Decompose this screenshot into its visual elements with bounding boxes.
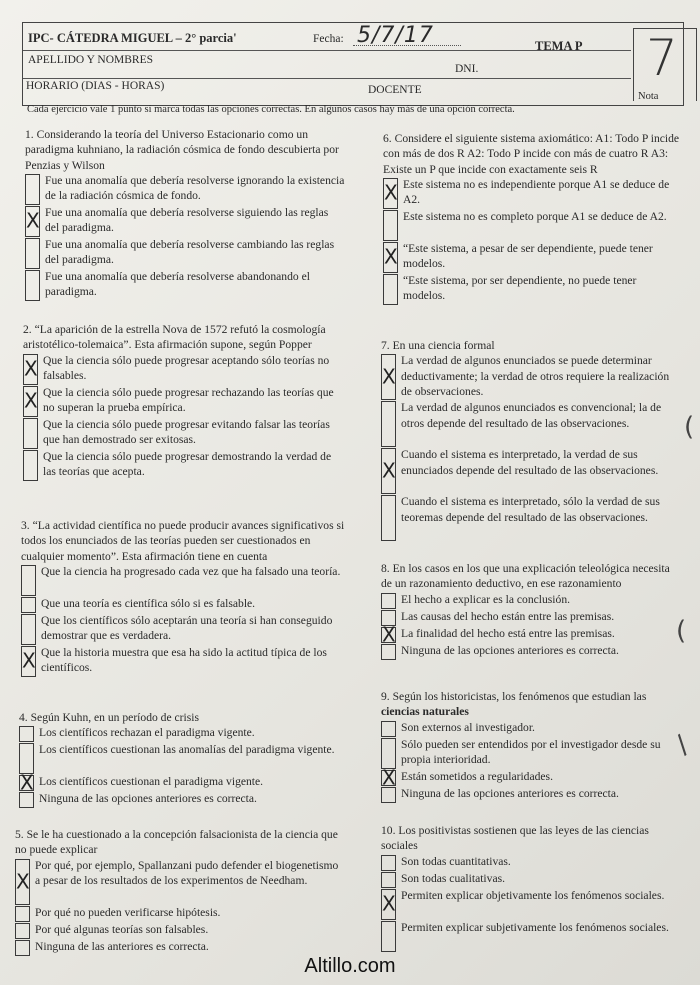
- answer-checkbox[interactable]: [25, 238, 40, 269]
- answer-checkbox[interactable]: [383, 178, 398, 209]
- option-text: Que la historia muestra que esa ha sido la actitud típica de los científicos.: [41, 645, 327, 675]
- check-mark: X: [24, 388, 38, 413]
- answer-checkbox[interactable]: [19, 792, 34, 808]
- option-text: Este sistema no es independiente porque A1 se deduce de A2.: [403, 177, 670, 207]
- check-mark: X: [382, 622, 396, 647]
- option: [381, 643, 681, 660]
- option-text: Ninguna de las opciones anteriores es correcta.: [401, 786, 619, 800]
- answer-checkbox[interactable]: [381, 921, 396, 952]
- option-text: Permiten explicar objetivamente los fenómenos sociales.: [401, 888, 665, 902]
- question-stem: 8. En los casos en los que una explicación teleológica necesita de un razonamiento deductivo, en ese razonamiento: [381, 562, 670, 591]
- course-title: IPC- CÁTEDRA MIGUEL – 2° parcia': [28, 31, 237, 45]
- option-text: La verdad de algunos enunciados es convencional; la de otros depende del resultado de las observaciones.: [401, 401, 662, 430]
- answer-checkbox[interactable]: [381, 401, 396, 447]
- check-mark: X: [384, 180, 398, 205]
- question-stem: 3. “La actividad científica no puede producir avances significativos si todos los enunciados de las teorías pueden ser cuestionados en cualquier momento”. Esta afirmación tiene en cuenta: [21, 519, 345, 563]
- question-10: [381, 823, 683, 952]
- answer-checkbox[interactable]: [15, 859, 30, 905]
- option-text: Son todas cualitativas.: [401, 871, 506, 885]
- option-text: Este sistema no es completo porque A1 se deduce de A2.: [403, 209, 667, 223]
- option-text: Los científicos rechazan el paradigma vigente.: [39, 726, 255, 740]
- question-1: [25, 127, 345, 301]
- option: [381, 871, 683, 888]
- option-text: Están sometidos a regularidades.: [401, 769, 553, 783]
- margin-pen-mark: /: [670, 730, 695, 760]
- answer-checkbox[interactable]: [21, 565, 36, 596]
- question-7: [381, 338, 681, 541]
- option: [381, 622, 681, 647]
- check-mark: X: [20, 770, 34, 795]
- option-text: Cuando el sistema es interpretado, la verdad de sus enunciados depende del resultado de las observaciones.: [401, 448, 659, 477]
- check-mark: X: [24, 356, 38, 381]
- option: [21, 645, 346, 677]
- option: [383, 273, 681, 305]
- question-4: [19, 710, 344, 808]
- answer-checkbox[interactable]: [25, 206, 40, 237]
- watermark: Altillo.com: [304, 955, 396, 977]
- question-5: [15, 827, 345, 956]
- option-text: El hecho a explicar es la conclusión.: [401, 592, 571, 606]
- question-8: [381, 561, 681, 660]
- tema-label: TEMA P: [535, 39, 583, 53]
- option: [383, 209, 681, 241]
- option-text: Son todas cuantitativas.: [401, 854, 511, 868]
- option-text: Por qué algunas teorías son falsables.: [35, 922, 209, 936]
- option-text: Son externos al investigador.: [401, 720, 535, 734]
- answer-checkbox[interactable]: [383, 210, 398, 241]
- check-mark: X: [382, 891, 396, 916]
- option-text: Ninguna de las anteriores es correcta.: [35, 939, 209, 953]
- option: [19, 725, 344, 742]
- answer-checkbox[interactable]: [381, 765, 396, 790]
- option: [21, 564, 346, 596]
- option-text: Ninguna de las opciones anteriores es correcta.: [401, 643, 619, 657]
- answer-checkbox[interactable]: [15, 906, 30, 922]
- option-text: Fue una anomalía que debería resolverse abandonando el paradigma.: [45, 269, 310, 299]
- header-divider-1: [23, 50, 631, 51]
- answer-checkbox[interactable]: [21, 614, 36, 645]
- option: [15, 858, 345, 905]
- answer-checkbox[interactable]: [381, 855, 396, 871]
- option: [21, 596, 346, 613]
- answer-checkbox[interactable]: [21, 597, 36, 613]
- header-divider-2: [23, 78, 631, 79]
- option: [23, 449, 345, 481]
- option: [23, 417, 345, 449]
- option: [381, 737, 683, 769]
- question-2: [23, 322, 345, 481]
- answer-checkbox[interactable]: [383, 242, 398, 273]
- option: [381, 609, 681, 626]
- option-text: Por qué, por ejemplo, Spallanzani pudo defender el biogenetismo a pesar de los resultados de los experimentos de Needham.: [35, 858, 339, 887]
- option: [15, 939, 345, 956]
- option-text: Que la ciencia sólo puede progresar aceptando sólo teorías no falsables.: [43, 353, 330, 382]
- date-field: [353, 23, 461, 46]
- option: [25, 173, 345, 205]
- option: [25, 205, 345, 237]
- question-stem: [381, 689, 683, 720]
- option: [381, 888, 683, 920]
- instructions: Cada ejercicio vale 1 punto si marca todas las opciones correctas. En algunos casos hay más de una opción correcta.: [27, 104, 515, 115]
- answer-checkbox[interactable]: [21, 646, 36, 677]
- option-text: La finalidad del hecho está entre las premisas.: [401, 626, 615, 640]
- check-mark: X: [382, 364, 396, 389]
- check-mark: X: [22, 648, 36, 673]
- check-mark: X: [382, 765, 396, 790]
- option: [19, 791, 344, 808]
- answer-checkbox[interactable]: [381, 622, 396, 647]
- question-stem: 7. En una ciencia formal: [381, 339, 495, 352]
- option-text: Que la ciencia sólo puede progresar evitando falsar las teorías que han demostrado ser exitosas.: [43, 417, 330, 446]
- option: [381, 854, 683, 871]
- option: [25, 237, 345, 269]
- teacher-label: DOCENTE: [368, 84, 422, 96]
- answer-checkbox[interactable]: [381, 889, 396, 920]
- option: [381, 920, 683, 952]
- exam-header: [22, 22, 684, 106]
- answer-checkbox[interactable]: [23, 386, 38, 417]
- answer-checkbox[interactable]: [25, 270, 40, 301]
- option: [19, 742, 344, 774]
- option-text: Fue una anomalía que debería resolverse siguiendo las reglas del paradigma.: [45, 205, 329, 235]
- option-text: Los científicos cuestionan las anomalías del paradigma vigente.: [39, 743, 335, 757]
- option-text: “Este sistema, por ser dependiente, no puede tener modelos.: [403, 273, 637, 303]
- option: [381, 765, 683, 790]
- question-6: [383, 131, 681, 305]
- question-stem: 5. Se le ha cuestionado a la concepción falsacionista de la ciencia que no puede explicar: [15, 828, 338, 857]
- answer-checkbox[interactable]: [381, 448, 396, 494]
- question-9: [381, 689, 683, 803]
- answer-checkbox[interactable]: [23, 450, 38, 481]
- answer-checkbox[interactable]: [381, 738, 396, 769]
- option-text: Que la ciencia ha progresado cada vez que ha falsado una teoría.: [41, 564, 341, 578]
- option: [383, 177, 681, 209]
- answer-checkbox[interactable]: [19, 743, 34, 774]
- option: [381, 494, 681, 541]
- option-text: Fue una anomalía que debería resolverse cambiando las reglas del paradigma.: [45, 237, 335, 267]
- answer-checkbox[interactable]: [381, 593, 396, 609]
- answer-checkbox[interactable]: [381, 787, 396, 803]
- check-mark: X: [26, 208, 40, 233]
- grade-label: Nota: [638, 91, 659, 102]
- margin-pen-mark: (: [676, 616, 687, 646]
- answer-checkbox[interactable]: [381, 721, 396, 737]
- option: [23, 353, 345, 385]
- name-label: APELLIDO Y NOMBRES: [28, 54, 154, 66]
- dni-label: DNI.: [455, 63, 479, 75]
- answer-checkbox[interactable]: [381, 872, 396, 888]
- question-stem: 10. Los positivistas sostienen que las leyes de las ciencias sociales: [381, 824, 649, 853]
- date-value: 5/7/17: [357, 23, 434, 48]
- question-stem: 2. “La aparición de la estrella Nova de 1572 refutó la cosmología aristotélico-tolemaica”. Esta afirmación supone, según Popper: [23, 323, 326, 352]
- check-mark: X: [382, 458, 396, 483]
- check-mark: X: [384, 244, 398, 269]
- option: [21, 613, 346, 645]
- option: [381, 720, 683, 737]
- answer-checkbox[interactable]: [23, 354, 38, 385]
- answer-checkbox[interactable]: [383, 274, 398, 305]
- option: [23, 385, 345, 417]
- answer-checkbox[interactable]: [23, 418, 38, 449]
- option-text: Que los científicos sólo aceptarán una teoría si han conseguido demostrar que es verdadera.: [41, 613, 333, 643]
- option: [381, 400, 681, 447]
- option-text: Por qué no pueden verificarse hipótesis.: [35, 905, 221, 919]
- question-stem: 4. Según Kuhn, en un período de crisis: [19, 711, 199, 724]
- option: [381, 447, 681, 494]
- answer-checkbox[interactable]: [19, 726, 34, 742]
- answer-checkbox[interactable]: [25, 174, 40, 205]
- option: [15, 905, 345, 922]
- stem-emphasis: ciencias naturales: [381, 705, 469, 719]
- option-text: Fue una anomalía que debería resolverse ignorando la existencia de la radiación cósmica de fondo.: [45, 173, 345, 203]
- answer-checkbox[interactable]: [19, 770, 34, 795]
- date-label: Fecha:: [313, 33, 344, 45]
- option: [383, 241, 681, 273]
- option-text: Que la ciencia sólo puede progresar demostrando la verdad de las teorías que acepta.: [43, 449, 332, 478]
- option-text: La verdad de algunos enunciados se puede determinar deductivamente; la verdad de otros requiere la realización de observaciones.: [401, 354, 670, 398]
- option: [15, 922, 345, 939]
- grade-value: 7: [646, 29, 678, 87]
- answer-checkbox[interactable]: [15, 923, 30, 939]
- option-text: Cuando el sistema es interpretado, sólo la verdad de sus teoremas depende del resultado de las observaciones.: [401, 495, 660, 524]
- answer-checkbox[interactable]: [381, 354, 396, 400]
- option-text: Ninguna de las opciones anteriores es correcta.: [39, 792, 257, 806]
- option-text: Que una teoría es científica sólo si es falsable.: [41, 596, 256, 610]
- question-stem: 6. Considere el siguiente sistema axiomático: A1: Todo P incide con más de dos R A2: Todo P incide con más de cuatro R A3: Existe un P que incide con exactamente seis R: [383, 132, 680, 176]
- option: [381, 786, 683, 803]
- question-3: [21, 518, 346, 677]
- answer-checkbox[interactable]: [381, 644, 396, 660]
- option-text: Sólo pueden ser entendidos por el investigador desde su propia interioridad.: [401, 737, 661, 766]
- option: [381, 353, 681, 400]
- check-mark: X: [16, 869, 30, 894]
- schedule-label: HORARIO (DIAS - HORAS): [26, 80, 165, 92]
- option: [381, 592, 681, 609]
- option: [25, 269, 345, 301]
- answer-checkbox[interactable]: [15, 940, 30, 956]
- option-text: Las causas del hecho están entre las premisas.: [401, 609, 615, 623]
- option-text: Permiten explicar subjetivamente los fenómenos sociales.: [401, 920, 669, 934]
- option-text: Que la ciencia sólo puede progresar rechazando las teorías que no superan la prueba empírica.: [43, 385, 334, 414]
- option: [19, 770, 344, 795]
- question-stem: 1. Considerando la teoría del Universo Estacionario como un paradigma kuhniano, la radiación cósmica de fondo descubierta por Penzias y Wilson: [25, 128, 339, 172]
- option-text: Los científicos cuestionan el paradigma vigente.: [39, 775, 264, 789]
- option-text: “Este sistema, a pesar de ser dependiente, puede tener modelos.: [403, 241, 653, 271]
- stem-text: 9. Según los historicistas, los fenómenos que estudian las: [381, 690, 647, 703]
- answer-checkbox[interactable]: [381, 495, 396, 541]
- margin-pen-mark: (: [684, 412, 695, 442]
